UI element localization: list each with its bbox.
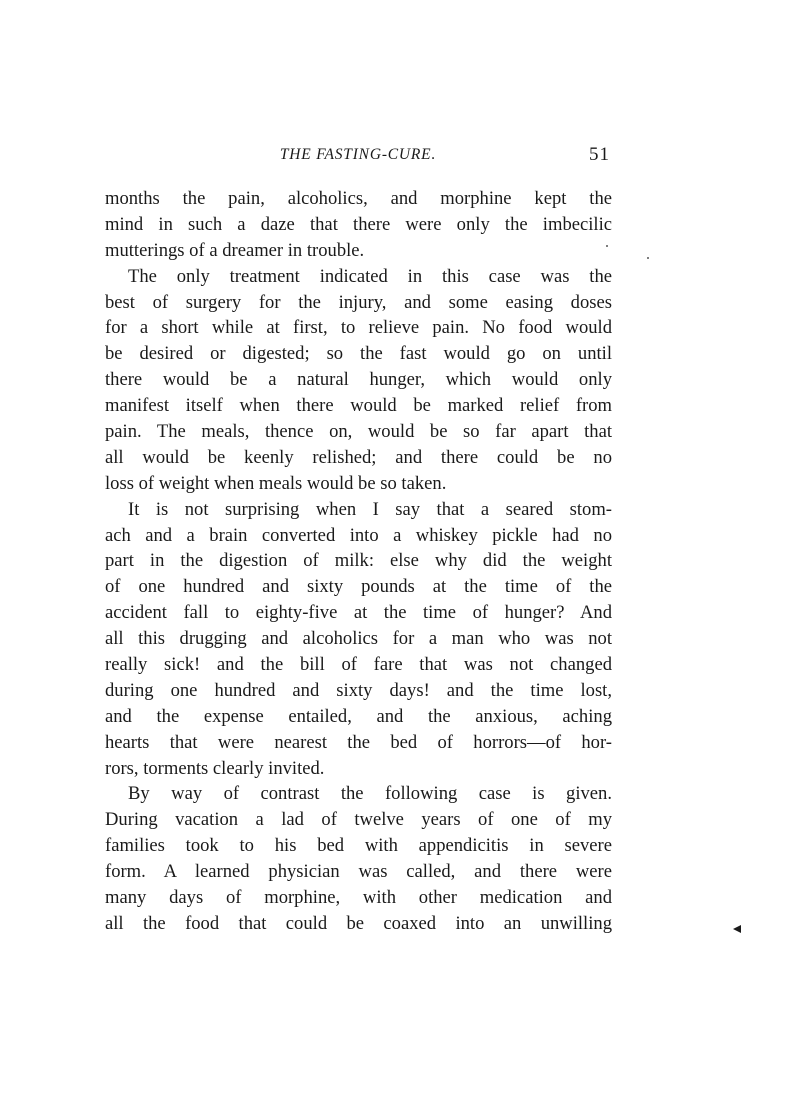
- text-line: hearts that were nearest the bed of horrors—of hor-: [105, 731, 612, 753]
- text-line: The only treatment indicated in this case was the: [128, 265, 612, 287]
- text-line: loss of weight when meals would be so taken.: [105, 472, 447, 494]
- text-line: of one hundred and sixty pounds at the time of the: [105, 576, 612, 598]
- text-line: rors, torments clearly invited.: [105, 757, 325, 779]
- text-line: months the pain, alcoholics, and morphine kept the: [105, 188, 612, 209]
- text-line: manifest itself when there would be marked relief from: [105, 395, 612, 417]
- text-line: By way of contrast the following case is given.: [128, 783, 612, 805]
- page-number: 51: [589, 144, 610, 165]
- text-line: be desired or digested; so the fast would go on until: [105, 343, 612, 365]
- paragraph: [105, 781, 612, 936]
- text-line: all would be keenly relished; and there could be no: [105, 446, 612, 468]
- body-text: [105, 186, 612, 937]
- paragraph: [105, 186, 612, 264]
- text-line: families took to his bed with appendicitis in severe: [105, 835, 612, 857]
- text-line: many days of morphine, with other medication and: [105, 887, 612, 909]
- text-line: It is not surprising when I say that a seared stom-: [128, 498, 612, 520]
- text-line: all the food that could be coaxed into an unwilling: [105, 912, 612, 934]
- running-head-title: THE FASTING-CURE.: [279, 146, 437, 163]
- paragraph: [105, 497, 612, 782]
- text-line: During vacation a lad of twelve years of one of my: [105, 809, 612, 831]
- text-line: pain. The meals, thence on, would be so far apart that: [105, 421, 612, 443]
- margin-arrow-icon: [733, 925, 741, 933]
- text-line: best of surgery for the injury, and some easing doses: [105, 291, 612, 313]
- text-line: mind in such a daze that there were only the imbecilic: [105, 213, 612, 235]
- text-line: accident fall to eighty-five at the time of hunger? And: [105, 602, 612, 624]
- text-line: during one hundred and sixty days! and the time lost,: [105, 679, 612, 701]
- text-line: part in the digestion of milk: else why did the weight: [105, 550, 612, 572]
- running-head: [104, 142, 612, 168]
- text-line: ach and a brain converted into a whiskey pickle had no: [105, 524, 612, 546]
- text-line: there would be a natural hunger, which would only: [105, 369, 612, 391]
- text-line: and the expense entailed, and the anxious, aching: [105, 705, 612, 727]
- text-line: form. A learned physician was called, and there were: [105, 861, 612, 883]
- text-line: really sick! and the bill of fare that was not changed: [105, 654, 612, 676]
- paragraph: [105, 264, 612, 497]
- scan-speck: [606, 245, 608, 247]
- text-line: for a short while at first, to relieve pain. No food would: [105, 317, 612, 339]
- scan-speck: [647, 257, 649, 259]
- text-line: all this drugging and alcoholics for a man who was not: [105, 628, 612, 650]
- text-line: mutterings of a dreamer in trouble.: [105, 239, 365, 261]
